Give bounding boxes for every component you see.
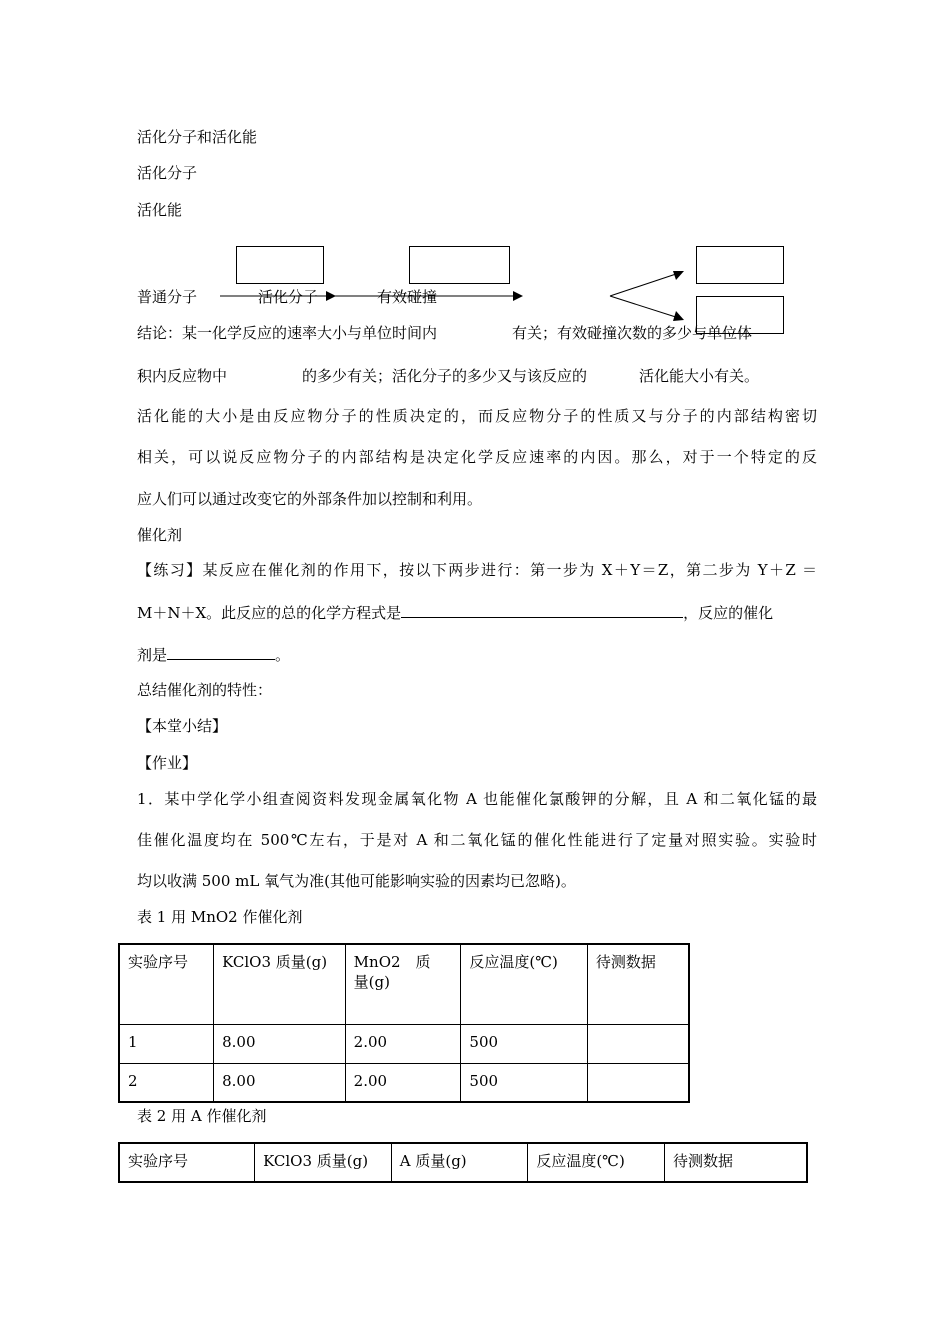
blank-box-1 [236,246,324,284]
table-1-caption: 表 1 用 MnO2 作催化剂 [137,908,303,926]
table-1-header-cell: 实验序号 [119,944,214,1024]
table-2-header-cell: 实验序号 [119,1143,255,1182]
table-2-header-row [119,1143,807,1182]
exercise-line-3: 剂是 。 [137,643,817,665]
label-activated-molecule: 活化分子 [258,288,319,306]
term-activated-molecule: 活化分子 [137,164,198,182]
table-cell: 500 [461,1063,587,1102]
question-1-line-3: 均以收满 500 mL 氧气为准(其他可能影响实验的因素均已忽略)。 [137,872,576,890]
conclusion-line-4: 相关，可以说反应物分子的内部结构是决定化学反应速率的内因。那么，对于一个特定的反 [137,448,817,466]
question-1-line-2: 佳催化温度均在 500℃左右，于是对 A 和二氧化锰的催化性能进行了定量对照实验。实验时 [137,831,817,849]
conclusion-line-2: 积内反应物中 的多少有关；活化分子的多少又与该反应的 活化能大小有关。 [137,367,760,385]
table-row [119,1063,689,1102]
conclusion-line-5: 应人们可以通过改变它的外部条件加以控制和利用。 [137,490,483,508]
table-cell: 2.00 [345,1024,461,1063]
catalyst-blank[interactable] [167,643,275,660]
table-2-caption: 表 2 用 A 作催化剂 [137,1107,267,1125]
table-cell: 8.00 [214,1063,346,1102]
catalyst-heading: 催化剂 [137,526,183,544]
table-1-header-cell: 反应温度(℃) [461,944,587,1024]
table-2-header-cell: A 质量(g) [391,1143,528,1182]
blank-box-3 [696,246,784,284]
table-cell: 8.00 [214,1024,346,1063]
table-cell [587,1024,689,1063]
label-effective-collision: 有效碰撞 [377,288,438,306]
table-row [119,1024,689,1063]
exercise-line-2: M＋N＋X。此反应的总的化学方程式是 ，反应的催化 [137,601,817,623]
table-2 [118,1142,808,1183]
table-cell: 500 [461,1024,587,1063]
table-cell: 2 [119,1063,214,1102]
table-1-header-cell: KClO3 质量(g) [214,944,346,1024]
question-1-line-1: 1．某中学化学小组查阅资料发现金属氧化物 A 也能催化氯酸钾的分解，且 A 和二氧化锰的最 [137,790,817,808]
conclusion-line-3: 活化能的大小是由反应物分子的性质决定的，而反应物分子的性质又与分子的内部结构密切 [137,407,817,425]
arrow-branch-upper [610,272,682,296]
table-cell [587,1063,689,1102]
conclusion-line-1: 结论：某一化学反应的速率大小与单位时间内 有关；有效碰撞次数的多少与单位体 [137,324,753,342]
arrow-branch-lower [610,296,682,319]
summary-prompt: 总结催化剂的特性： [137,681,273,699]
table-1-header-row [119,944,689,1024]
lesson-summary: 【本堂小结】 [137,717,228,735]
blank-box-2 [409,246,510,284]
homework-heading: 【作业】 [137,754,198,772]
table-1 [118,943,690,1103]
table-cell: 1 [119,1024,214,1063]
table-2-header-cell: KClO3 质量(g) [255,1143,392,1182]
table-2-header-cell: 反应温度(℃) [528,1143,665,1182]
table-2-header-cell: 待测数据 [664,1143,807,1182]
label-ordinary-molecule: 普通分子 [137,288,198,306]
term-activation-energy: 活化能 [137,201,183,219]
section-heading: 活化分子和活化能 [137,128,258,146]
table-1-header-cell: 待测数据 [587,944,689,1024]
exercise-line-1: 【练习】某反应在催化剂的作用下，按以下两步进行：第一步为 X＋Y＝Z，第二步为 Y＋Z ＝ [137,561,817,579]
table-1-header-cell: MnO2 质 量(g) [345,944,461,1024]
equation-blank[interactable] [401,601,683,618]
table-cell: 2.00 [345,1063,461,1102]
